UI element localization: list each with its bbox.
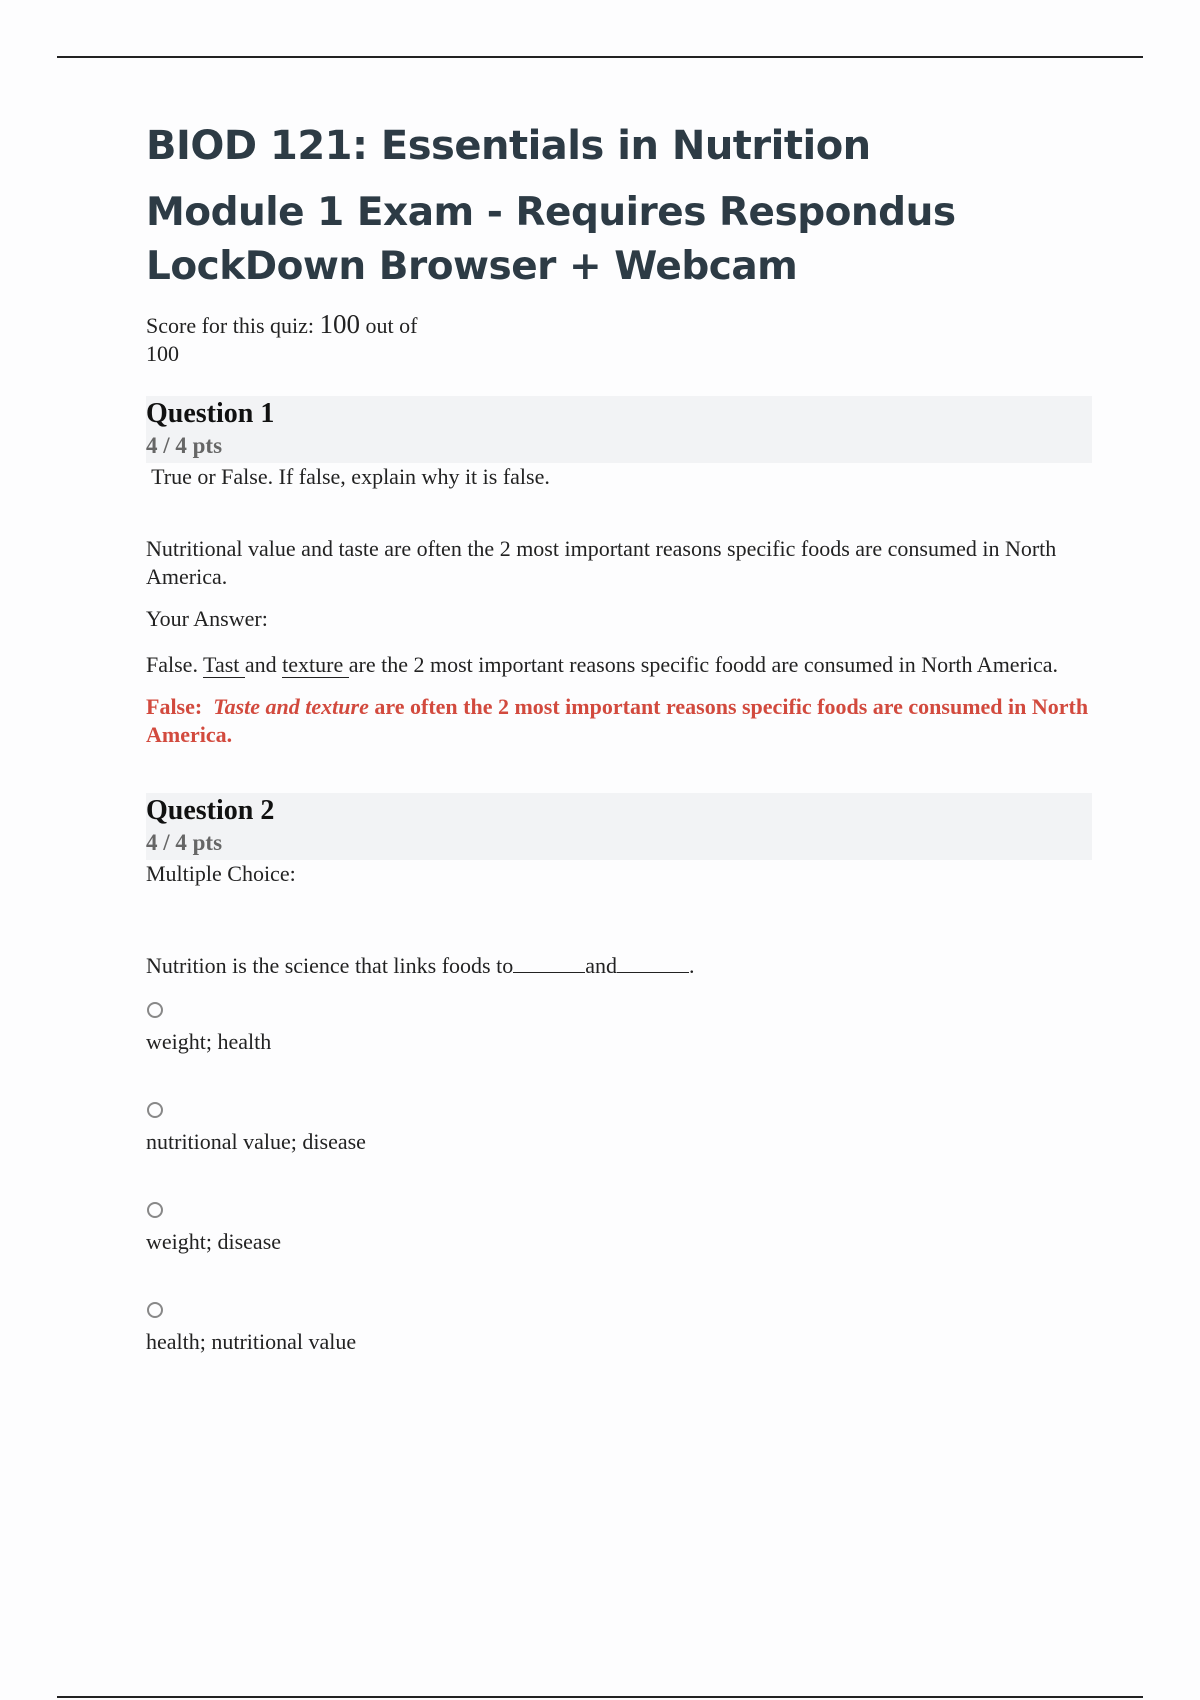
- answer-option[interactable]: [146, 1302, 1092, 1356]
- question-1-statement: Nutritional value and taste are often the 2 most important reasons specific foods are consumed in North America.: [146, 536, 1057, 589]
- bottom-rule: [57, 1696, 1143, 1698]
- question-1-prompt: True or False. If false, explain why it is false.: [146, 464, 550, 489]
- exam-title: Module 1 Exam - Requires Respondus LockDown Browser + Webcam: [146, 190, 956, 289]
- fill-in-blank: [513, 950, 585, 973]
- radio-button[interactable]: [147, 1002, 163, 1018]
- score-total: 100: [146, 341, 179, 366]
- radio-button[interactable]: [147, 1302, 163, 1318]
- answer-underlined-word: texture: [282, 652, 349, 677]
- answer-text: and: [244, 652, 283, 677]
- question-2-stem: [146, 950, 1092, 980]
- quiz-score: [146, 310, 466, 368]
- your-answer-label: Your Answer:: [146, 606, 268, 631]
- radio-button[interactable]: [147, 1202, 163, 1218]
- question-2-prompt: Multiple Choice:: [146, 861, 296, 886]
- question-2-points: 4 / 4 pts: [146, 830, 223, 855]
- answer-text: are the 2 most important reasons specific foodd are consumed in North America.: [348, 652, 1059, 677]
- score-value: 100: [319, 309, 361, 339]
- question-2-title: Question 2: [146, 795, 275, 826]
- question-2-header: [146, 793, 1092, 860]
- question-1-correct-answer: [146, 693, 1092, 749]
- question-1-title: Question 1: [146, 398, 275, 429]
- top-rule: [57, 56, 1143, 58]
- correct-answer-label: False:: [146, 694, 214, 719]
- score-prefix: Score for this quiz:: [146, 313, 320, 338]
- answer-option[interactable]: [146, 1002, 1092, 1056]
- correct-answer-emphasis: Taste and texture: [213, 694, 369, 719]
- question-1-your-answer: [146, 651, 1092, 679]
- question-1-points: 4 / 4 pts: [146, 433, 223, 458]
- option-label: weight; health: [146, 1029, 272, 1054]
- question-1-header: [146, 396, 1092, 463]
- answer-option[interactable]: [146, 1202, 1092, 1256]
- answer-text: False.: [146, 652, 204, 677]
- stem-text: .: [689, 953, 695, 978]
- stem-text: Nutrition is the science that links foods to: [146, 953, 514, 978]
- option-label: health; nutritional value: [146, 1329, 357, 1354]
- option-label: weight; disease: [146, 1229, 282, 1254]
- stem-text: and: [585, 953, 617, 978]
- quiz-content: [146, 122, 1092, 1356]
- answer-underlined-word: Tast: [203, 652, 245, 677]
- correct-answer-text: are often the 2 most important reasons specific foods are consumed in North America.: [146, 694, 1093, 747]
- answer-option[interactable]: [146, 1102, 1092, 1156]
- score-suffix: out of: [360, 313, 418, 338]
- radio-button[interactable]: [147, 1102, 163, 1118]
- option-label: nutritional value; disease: [146, 1129, 366, 1154]
- fill-in-blank: [617, 950, 689, 973]
- course-title: BIOD 121: Essentials in Nutrition: [146, 123, 871, 169]
